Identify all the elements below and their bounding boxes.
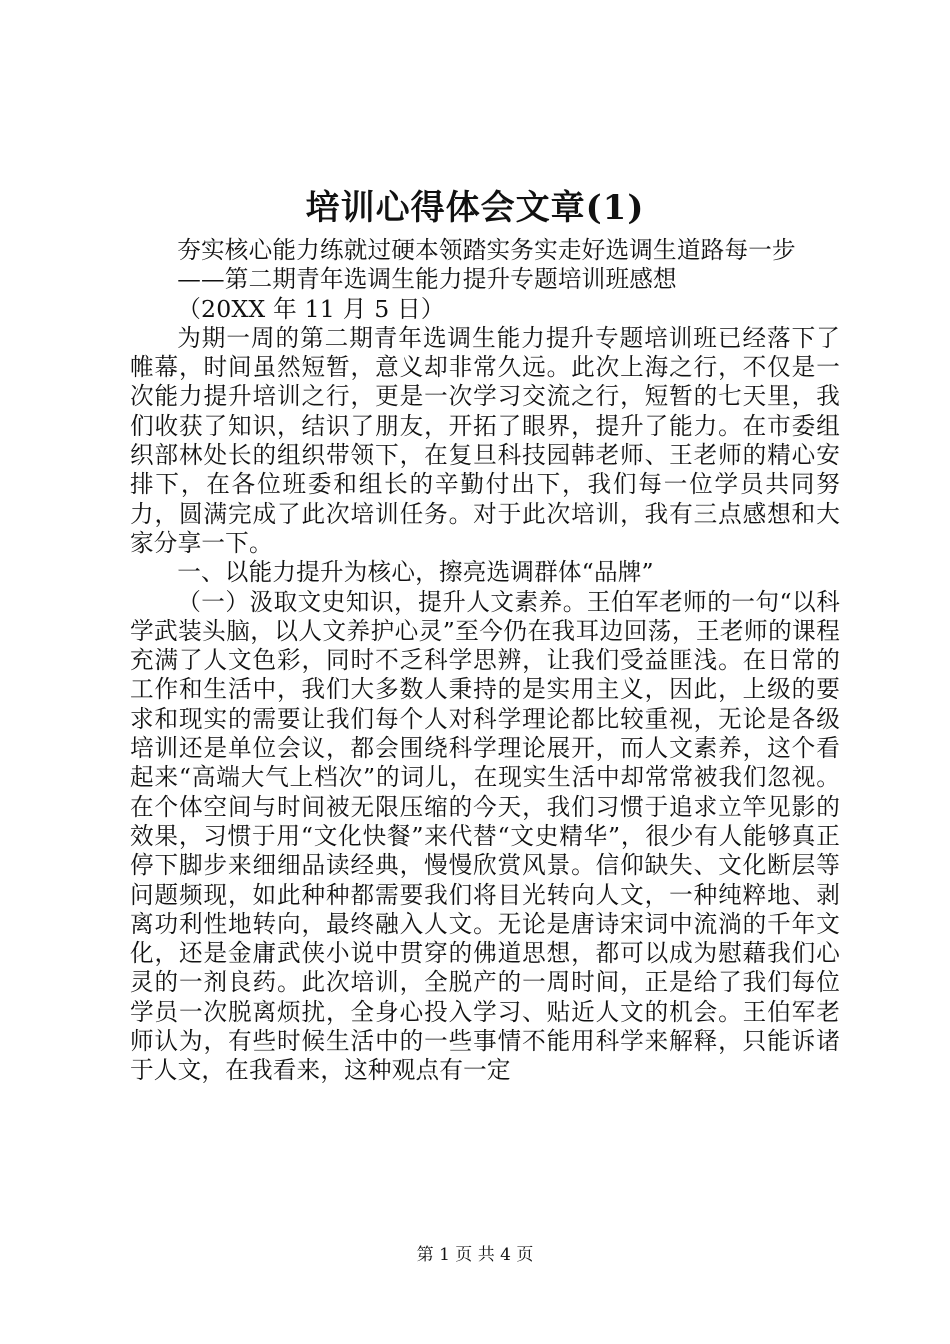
paragraph-section-1: （一）汲取文史知识，提升人文素养。王伯军老师的一句“以科学武装头脑，以人文养护心灵”至今仍在我耳边回荡，王老师的课程充满了人文色彩，同时不乏科学思辨，让我们受益匪浅。在日常的工作和生活中，我们大多数人秉持的是实用主义，因此，上级的要求和现实的需要让我们每个人对科学理论都比较重视，无论是各级培训还是单位会议，都会围绕科学理论展开，而人文素养，这个看起来“高端大气上档次”的词儿，在现实生活中却常常被我们忽视。在个体空间与时间被无限压缩的今天，我们习惯于追求立竿见影的效果，习惯于用“文化快餐”来代替“文史精华”，很少有人能够真正停下脚步来细细品读经典，慢慢欣赏风景。信仰缺失、文化断层等问题频现，如此种种都需要我们将目光转向人文，一种纯粹地、剥离功利性地转向，最终融入人文。无论是唐诗宋词中流淌的千年文化，还是金庸武侠小说中贯穿的佛道思想，都可以成为慰藉我们心灵的一剂良药。此次培训，全脱产的一周时间，正是给了我们每位学员一次脱离烦扰，全身心投入学习、贴近人文的机会。王伯军老师认为，有些时候生活中的一些事情不能用科学来解释，只能诉诸于人文，在我看来，这种观点有一定 <box>130 587 840 1085</box>
subtitle-subline: ——第二期青年选调生能力提升专题培训班感想 <box>177 265 677 294</box>
document-title: 培训心得体会文章(1) <box>305 188 645 228</box>
date-line: （20XX 年 11 月 5 日） <box>177 294 445 323</box>
document-body <box>130 236 840 1086</box>
subtitle-line: 夯实核心能力练就过硬本领踏实务实走好选调生道路每一步 <box>177 236 796 264</box>
section-heading: 一、以能力提升为核心，擦亮选调群体“品牌” <box>177 558 654 587</box>
paragraph-intro: 为期一周的第二期青年选调生能力提升专题培训班已经落下了帷幕，时间虽然短暂，意义却非常久远。此次上海之行，不仅是一次能力提升培训之行，更是一次学习交流之行，短暂的七天里，我们收获了知识，结识了朋友，开拓了眼界，提升了能力。在市委组织部林处长的组织带领下，在复旦科技园韩老师、王老师的精心安排下，在各位班委和组长的辛勤付出下，我们每一位学员共同努力，圆满完成了此次培训任务。对于此次培训，我有三点感想和大家分享一下。 <box>130 323 840 557</box>
page-footer: 第 1 页 共 4 页 <box>416 1245 534 1265</box>
